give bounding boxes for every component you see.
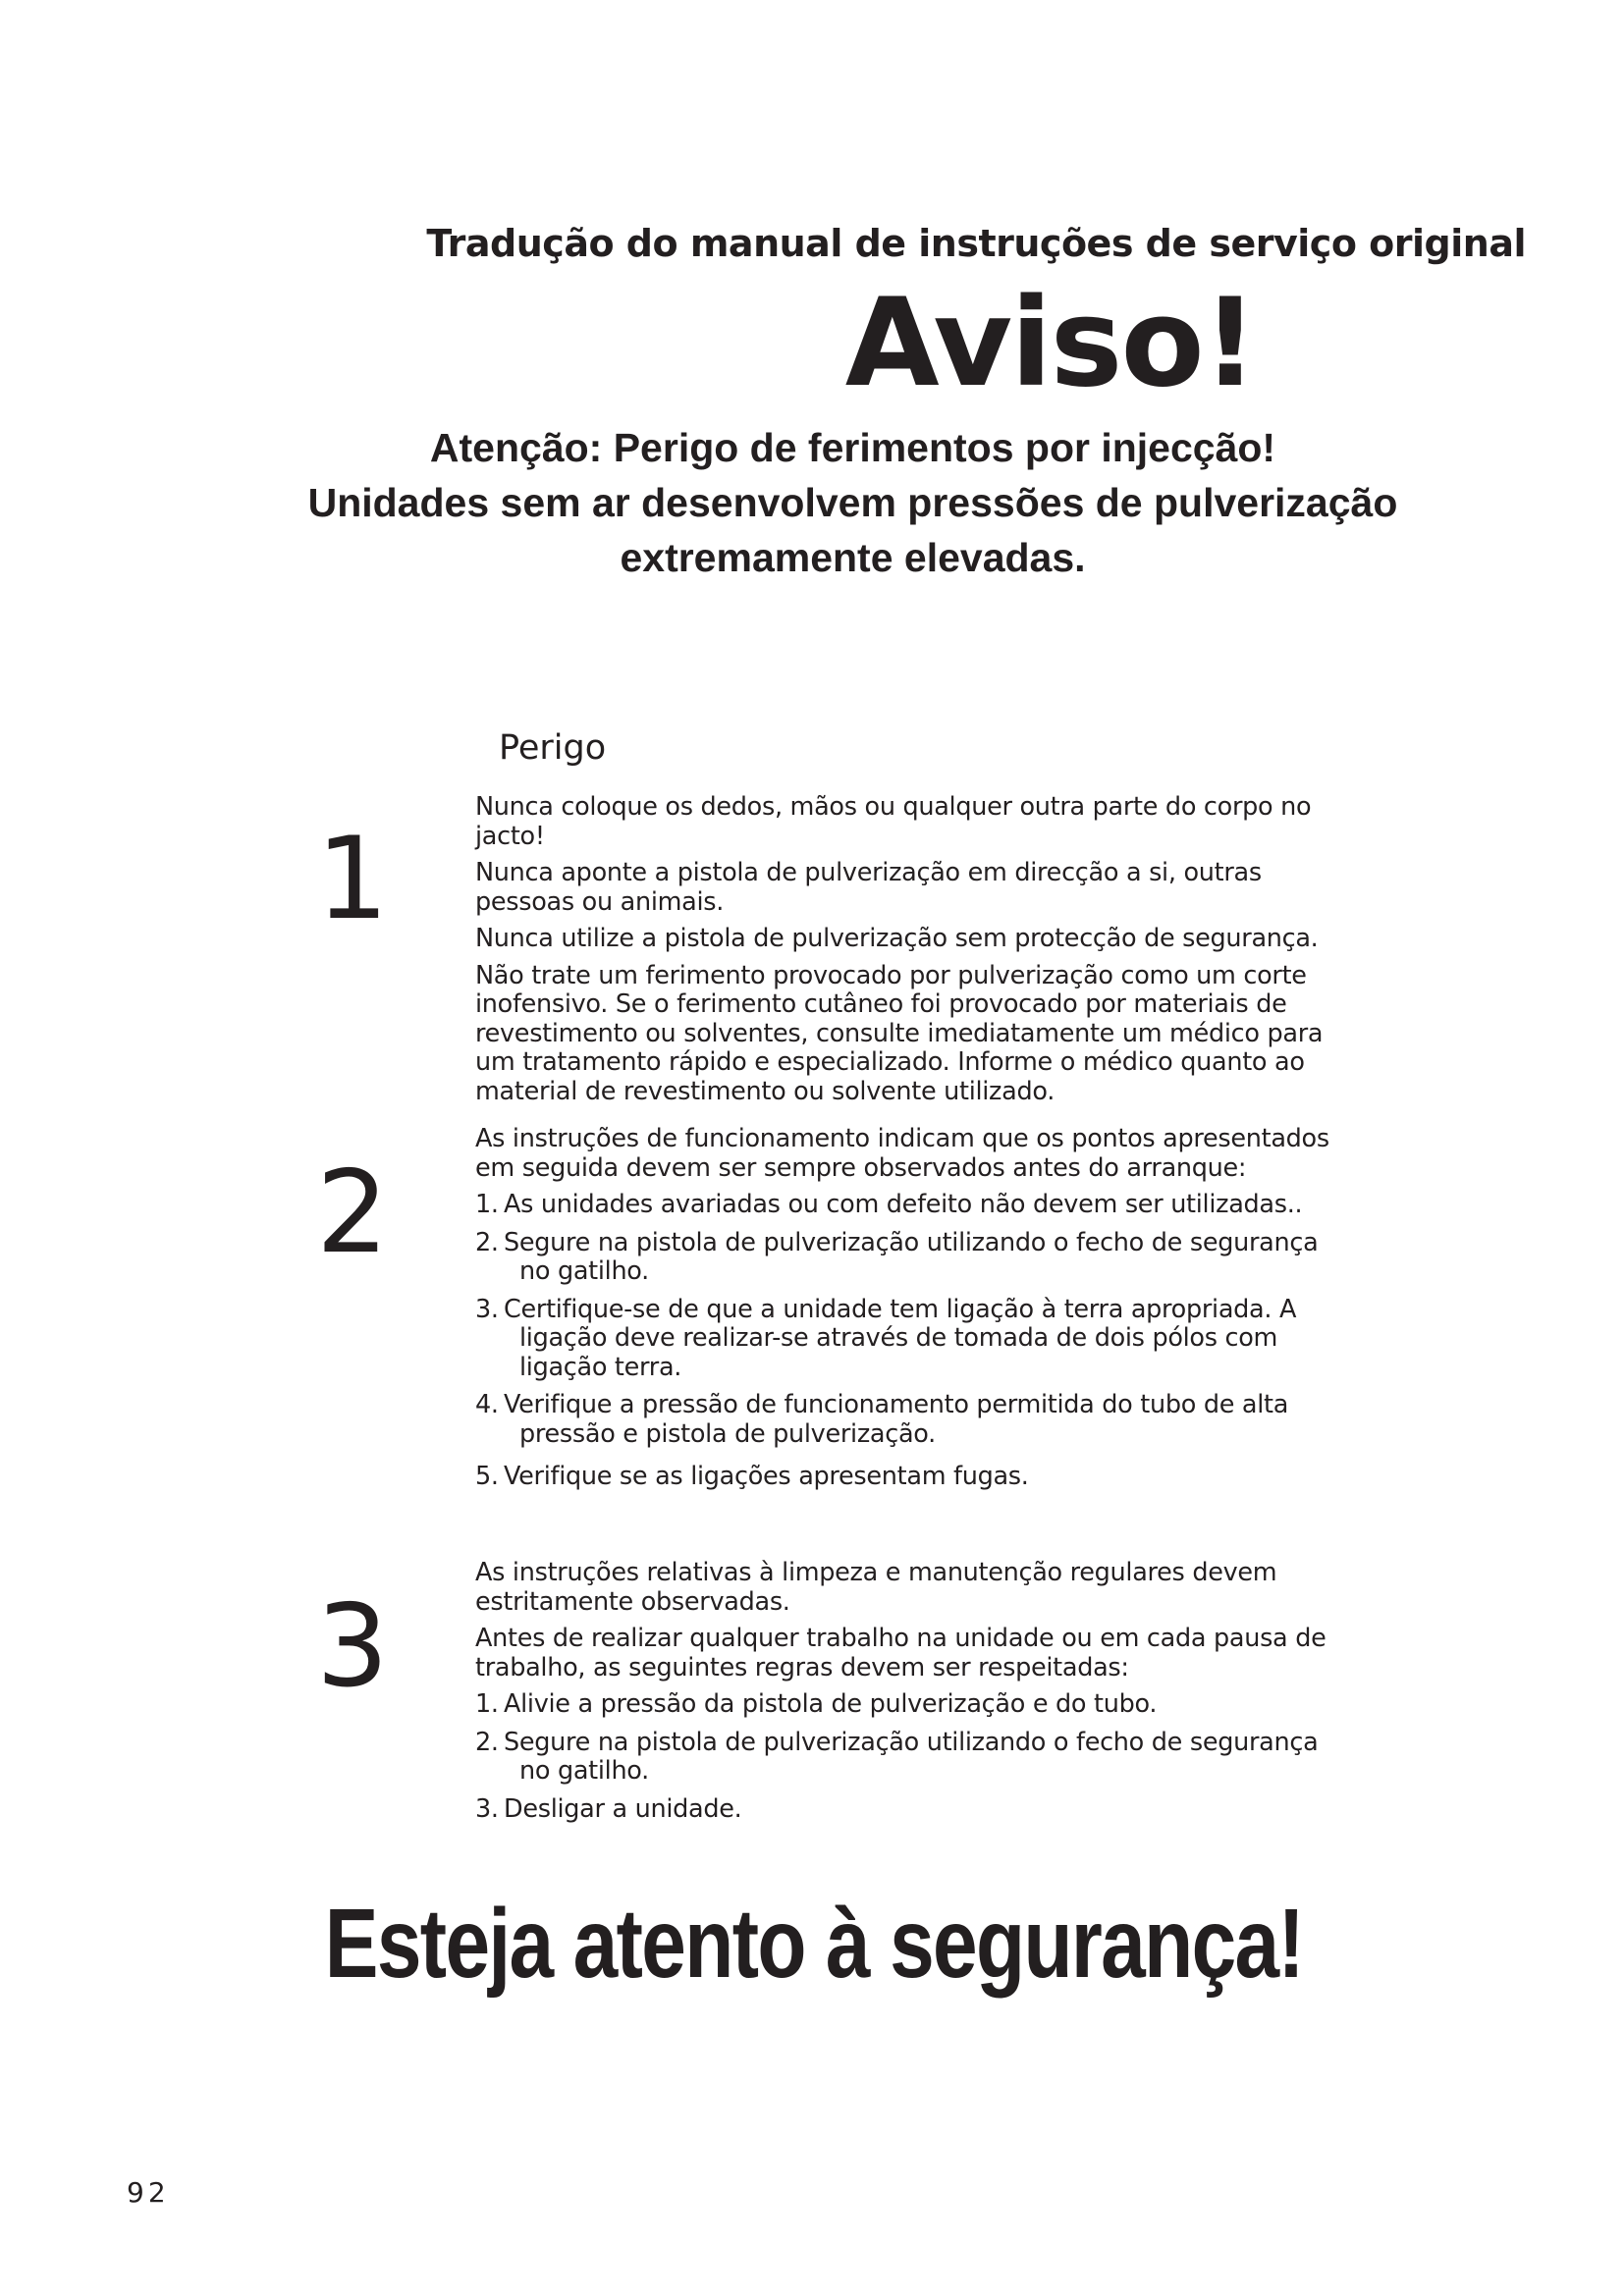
step-number-2: 2: [316, 1147, 389, 1279]
list-item: 1. Alivie a pressão da pistola de pulverização e do tubo.: [475, 1689, 1158, 1719]
injection-warning: [0, 420, 1624, 585]
danger-label: Perigo: [499, 728, 607, 768]
step-1-paragraph: Nunca coloque os dedos, mãos ou qualquer outra parte do corpo no jacto!: [475, 792, 1312, 851]
warning-line-2: Unidades sem ar desenvolvem pressões de pulverização: [307, 480, 1398, 525]
page-number: 92: [127, 2176, 170, 2209]
warning-line-3: extremamente elevadas.: [620, 535, 1086, 580]
list-item: 3. Certifique-se de que a unidade tem ligação à terra apropriada. A ligação deve realizar-se através de tomada de dois pólos com ligação terra.: [475, 1294, 1297, 1382]
page-title: Aviso!: [844, 273, 1257, 414]
step-3-intro-2: Antes de realizar qualquer trabalho na unidade ou em cada pausa de trabalho, as seguintes regras devem ser respeitadas:: [475, 1624, 1326, 1682]
list-item: 2. Segure na pistola de pulverização utilizando o fecho de segurança no gatilho.: [475, 1227, 1319, 1286]
list-item: 3. Desligar a unidade.: [475, 1793, 742, 1824]
step-1-content: [475, 793, 1339, 1114]
step-1-paragraph: Nunca aponte a pistola de pulverização em direcção a si, outras pessoas ou animais.: [475, 858, 1262, 917]
step-number-3: 3: [316, 1580, 389, 1713]
step-3-list: [475, 1690, 1339, 1824]
closing-slogan: Esteja atento à segurança!: [324, 1889, 1304, 1999]
step-2-list: [475, 1191, 1339, 1492]
step-3-content: [475, 1559, 1339, 1833]
warning-line-1: Atenção: Perigo de ferimentos por injecção!: [429, 425, 1276, 470]
step-3-intro: As instruções relativas à limpeza e manutenção regulares devem estritamente observadas.: [475, 1558, 1277, 1617]
step-1-paragraph: Nunca utilize a pistola de pulverização sem protecção de segurança.: [475, 924, 1319, 953]
step-2-intro: As instruções de funcionamento indicam que os pontos apresentados em seguida devem ser sempre observados antes do arranque:: [475, 1124, 1329, 1183]
step-1-paragraph: Não trate um ferimento provocado por pulverização como um corte inofensivo. Se o ferimento cutâneo foi provocado por materiais de revestimento ou solventes, consulte imediatamente um médico para um tratamento rápido e especializado. Informe o médico quanto ao material de revestimento ou solvente utilizado.: [475, 960, 1324, 1106]
list-item: 4. Verifique a pressão de funcionamento permitida do tubo de alta pressão e pistola de pulverização.: [475, 1390, 1289, 1449]
list-item: 5. Verifique se as ligações apresentam fugas.: [475, 1462, 1029, 1491]
document-subtitle: Tradução do manual de instruções de serviço original: [426, 222, 1526, 265]
step-2-content: [475, 1125, 1339, 1501]
list-item: 2. Segure na pistola de pulverização utilizando o fecho de segurança no gatilho.: [475, 1727, 1319, 1786]
step-number-1: 1: [316, 813, 389, 945]
list-item: 1. As unidades avariadas ou com defeito não devem ser utilizadas..: [475, 1190, 1303, 1219]
